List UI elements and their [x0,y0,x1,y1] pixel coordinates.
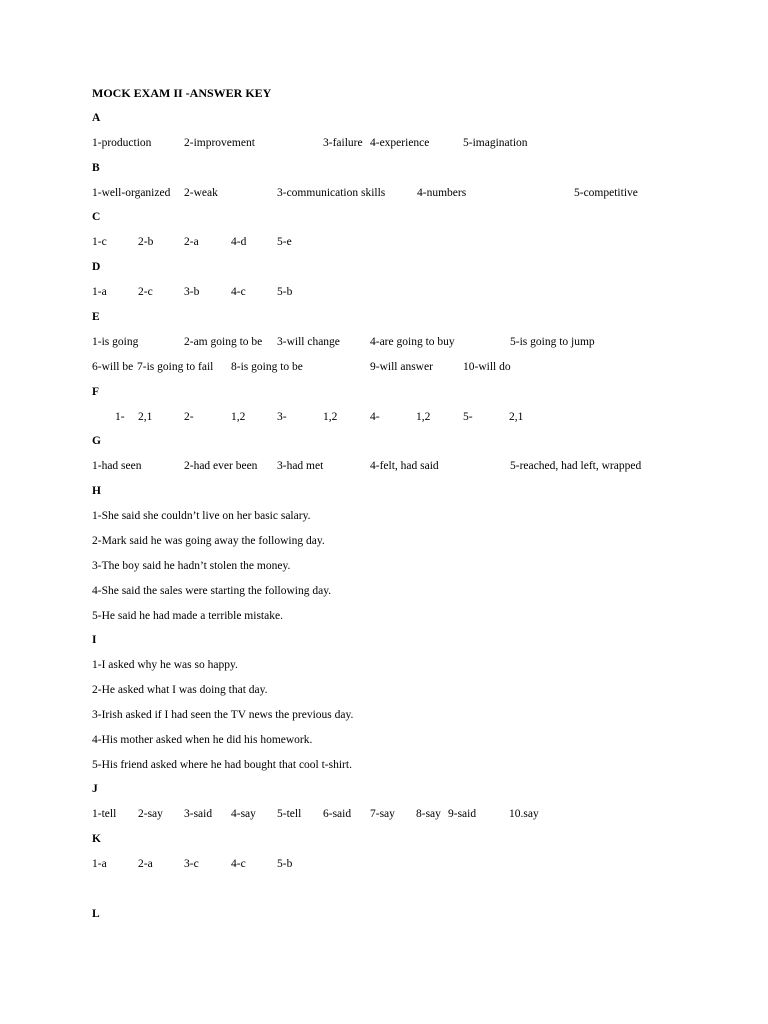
answer-sentence: 2-He asked what I was doing that day. [92,684,268,696]
answer-item: 9-said [448,808,477,820]
answer-item: 5-tell [277,808,302,820]
section-k-answers [0,856,768,872]
answer-item: 2-a [138,858,153,870]
section-heading: I [92,634,97,646]
answer-item: 2-improvement [184,137,255,149]
answer-sentence: 2-Mark said he was going away the following day. [92,535,325,547]
sentence-line [0,707,768,723]
sentence-line [0,757,768,773]
section-d-heading-line [0,259,768,275]
answer-item: 1,2 [416,411,431,423]
answer-item: 2- [184,411,194,423]
answer-sentence: 5-His friend asked where he had bought that cool t-shirt. [92,759,352,771]
answer-sentence: 5-He said he had made a terrible mistake. [92,610,283,622]
answer-item: 1-well-organized [92,187,171,199]
section-a-answers [0,135,768,151]
answer-sentence: 3-The boy said he hadn’t stolen the money. [92,560,291,572]
answer-sentence: 1-She said she couldn’t live on her basic salary. [92,510,311,522]
section-h-heading-line [0,483,768,499]
answer-item: 2-had ever been [184,460,258,472]
answer-item: 3-had met [277,460,324,472]
section-heading: E [92,311,100,323]
answer-sentence: 4-She said the sales were starting the following day. [92,585,332,597]
answer-item: 2-c [138,286,153,298]
answer-item: 3-b [184,286,200,298]
answer-item: 6-will be [92,361,134,373]
answer-item: 2,1 [138,411,153,423]
answer-item: 1-production [92,137,152,149]
section-heading: D [92,261,101,273]
answer-item: 2,1 [509,411,524,423]
section-l-heading-line [0,906,768,922]
section-f-heading-line [0,384,768,400]
section-e-answers-row-2 [0,359,768,375]
section-c-answers [0,234,768,250]
answer-item: 3-will change [277,336,340,348]
section-heading: L [92,908,100,920]
answer-item: 3- [277,411,287,423]
section-heading: A [92,112,101,124]
section-e-heading-line [0,309,768,325]
section-g-answers [0,458,768,474]
answer-item: 1- [115,411,125,423]
answer-item: 4-experience [370,137,430,149]
answer-item: 10-will do [463,361,511,373]
sentence-line [0,732,768,748]
answer-item: 5-b [277,858,293,870]
section-k-heading-line [0,831,768,847]
answer-item: 1-tell [92,808,117,820]
answer-item: 3-said [184,808,213,820]
sentence-line [0,508,768,524]
answer-item: 2-a [184,236,199,248]
sentence-line [0,682,768,698]
section-heading: F [92,386,100,398]
section-j-heading-line [0,781,768,797]
answer-sentence: 1-I asked why he was so happy. [92,659,238,671]
answer-item: 10.say [509,808,539,820]
answer-item: 5- [463,411,473,423]
answer-item: 5-reached, had left, wrapped [510,460,642,472]
answer-item: 5-imagination [463,137,528,149]
answer-item: 1-a [92,286,107,298]
section-heading: K [92,833,101,845]
answer-item: 1,2 [323,411,338,423]
section-heading: H [92,485,101,497]
answer-item: 4-felt, had said [370,460,439,472]
section-f-answers [0,409,768,425]
sentence-line [0,657,768,673]
section-c-heading-line [0,209,768,225]
answer-item: 2-say [138,808,163,820]
answer-item: 2-weak [184,187,218,199]
answer-sentence: 4-His mother asked when he did his homework. [92,734,313,746]
answer-item: 4-d [231,236,247,248]
answer-item: 8-say [416,808,441,820]
answer-item: 2-am going to be [184,336,263,348]
answer-item: 1-is going [92,336,139,348]
answer-item: 2-b [138,236,154,248]
section-heading: J [92,783,98,795]
answer-item: 4- [370,411,380,423]
answer-item: 6-said [323,808,352,820]
section-heading: G [92,435,101,447]
answer-item: 4-are going to buy [370,336,455,348]
sentence-line [0,583,768,599]
answer-item: 5-e [277,236,292,248]
section-j-answers [0,806,768,822]
answer-item: 4-c [231,286,246,298]
section-g-heading-line [0,433,768,449]
answer-sentence: 3-Irish asked if I had seen the TV news the previous day. [92,709,354,721]
answer-item: 1-had seen [92,460,142,472]
answer-item: 8-is going to be [231,361,303,373]
section-d-answers [0,284,768,300]
sentence-line [0,533,768,549]
answer-item: 3-communication skills [277,187,386,199]
answer-item: 9-will answer [370,361,433,373]
section-heading: C [92,211,101,223]
section-b-answers [0,185,768,201]
section-a-heading-line [0,110,768,126]
section-heading: B [92,162,100,174]
sentence-line [0,558,768,574]
answer-item: 7-say [370,808,395,820]
answer-item: 4-say [231,808,256,820]
answer-item: 5-is going to jump [510,336,595,348]
answer-item: 5-competitive [574,187,638,199]
answer-item: 3-failure [323,137,363,149]
answer-item: 5-b [277,286,293,298]
answer-item: 4-c [231,858,246,870]
answer-item: 1,2 [231,411,246,423]
section-b-heading-line [0,160,768,176]
section-e-answers-row-1 [0,334,768,350]
document-title-line [0,85,768,101]
sentence-line [0,608,768,624]
answer-item: 3-c [184,858,199,870]
document-title: MOCK EXAM II -ANSWER KEY [92,86,272,100]
answer-item: 7-is going to fail [137,361,214,373]
section-i-heading-line [0,632,768,648]
answer-item: 1-a [92,858,107,870]
answer-item: 1-c [92,236,107,248]
answer-item: 4-numbers [417,187,467,199]
